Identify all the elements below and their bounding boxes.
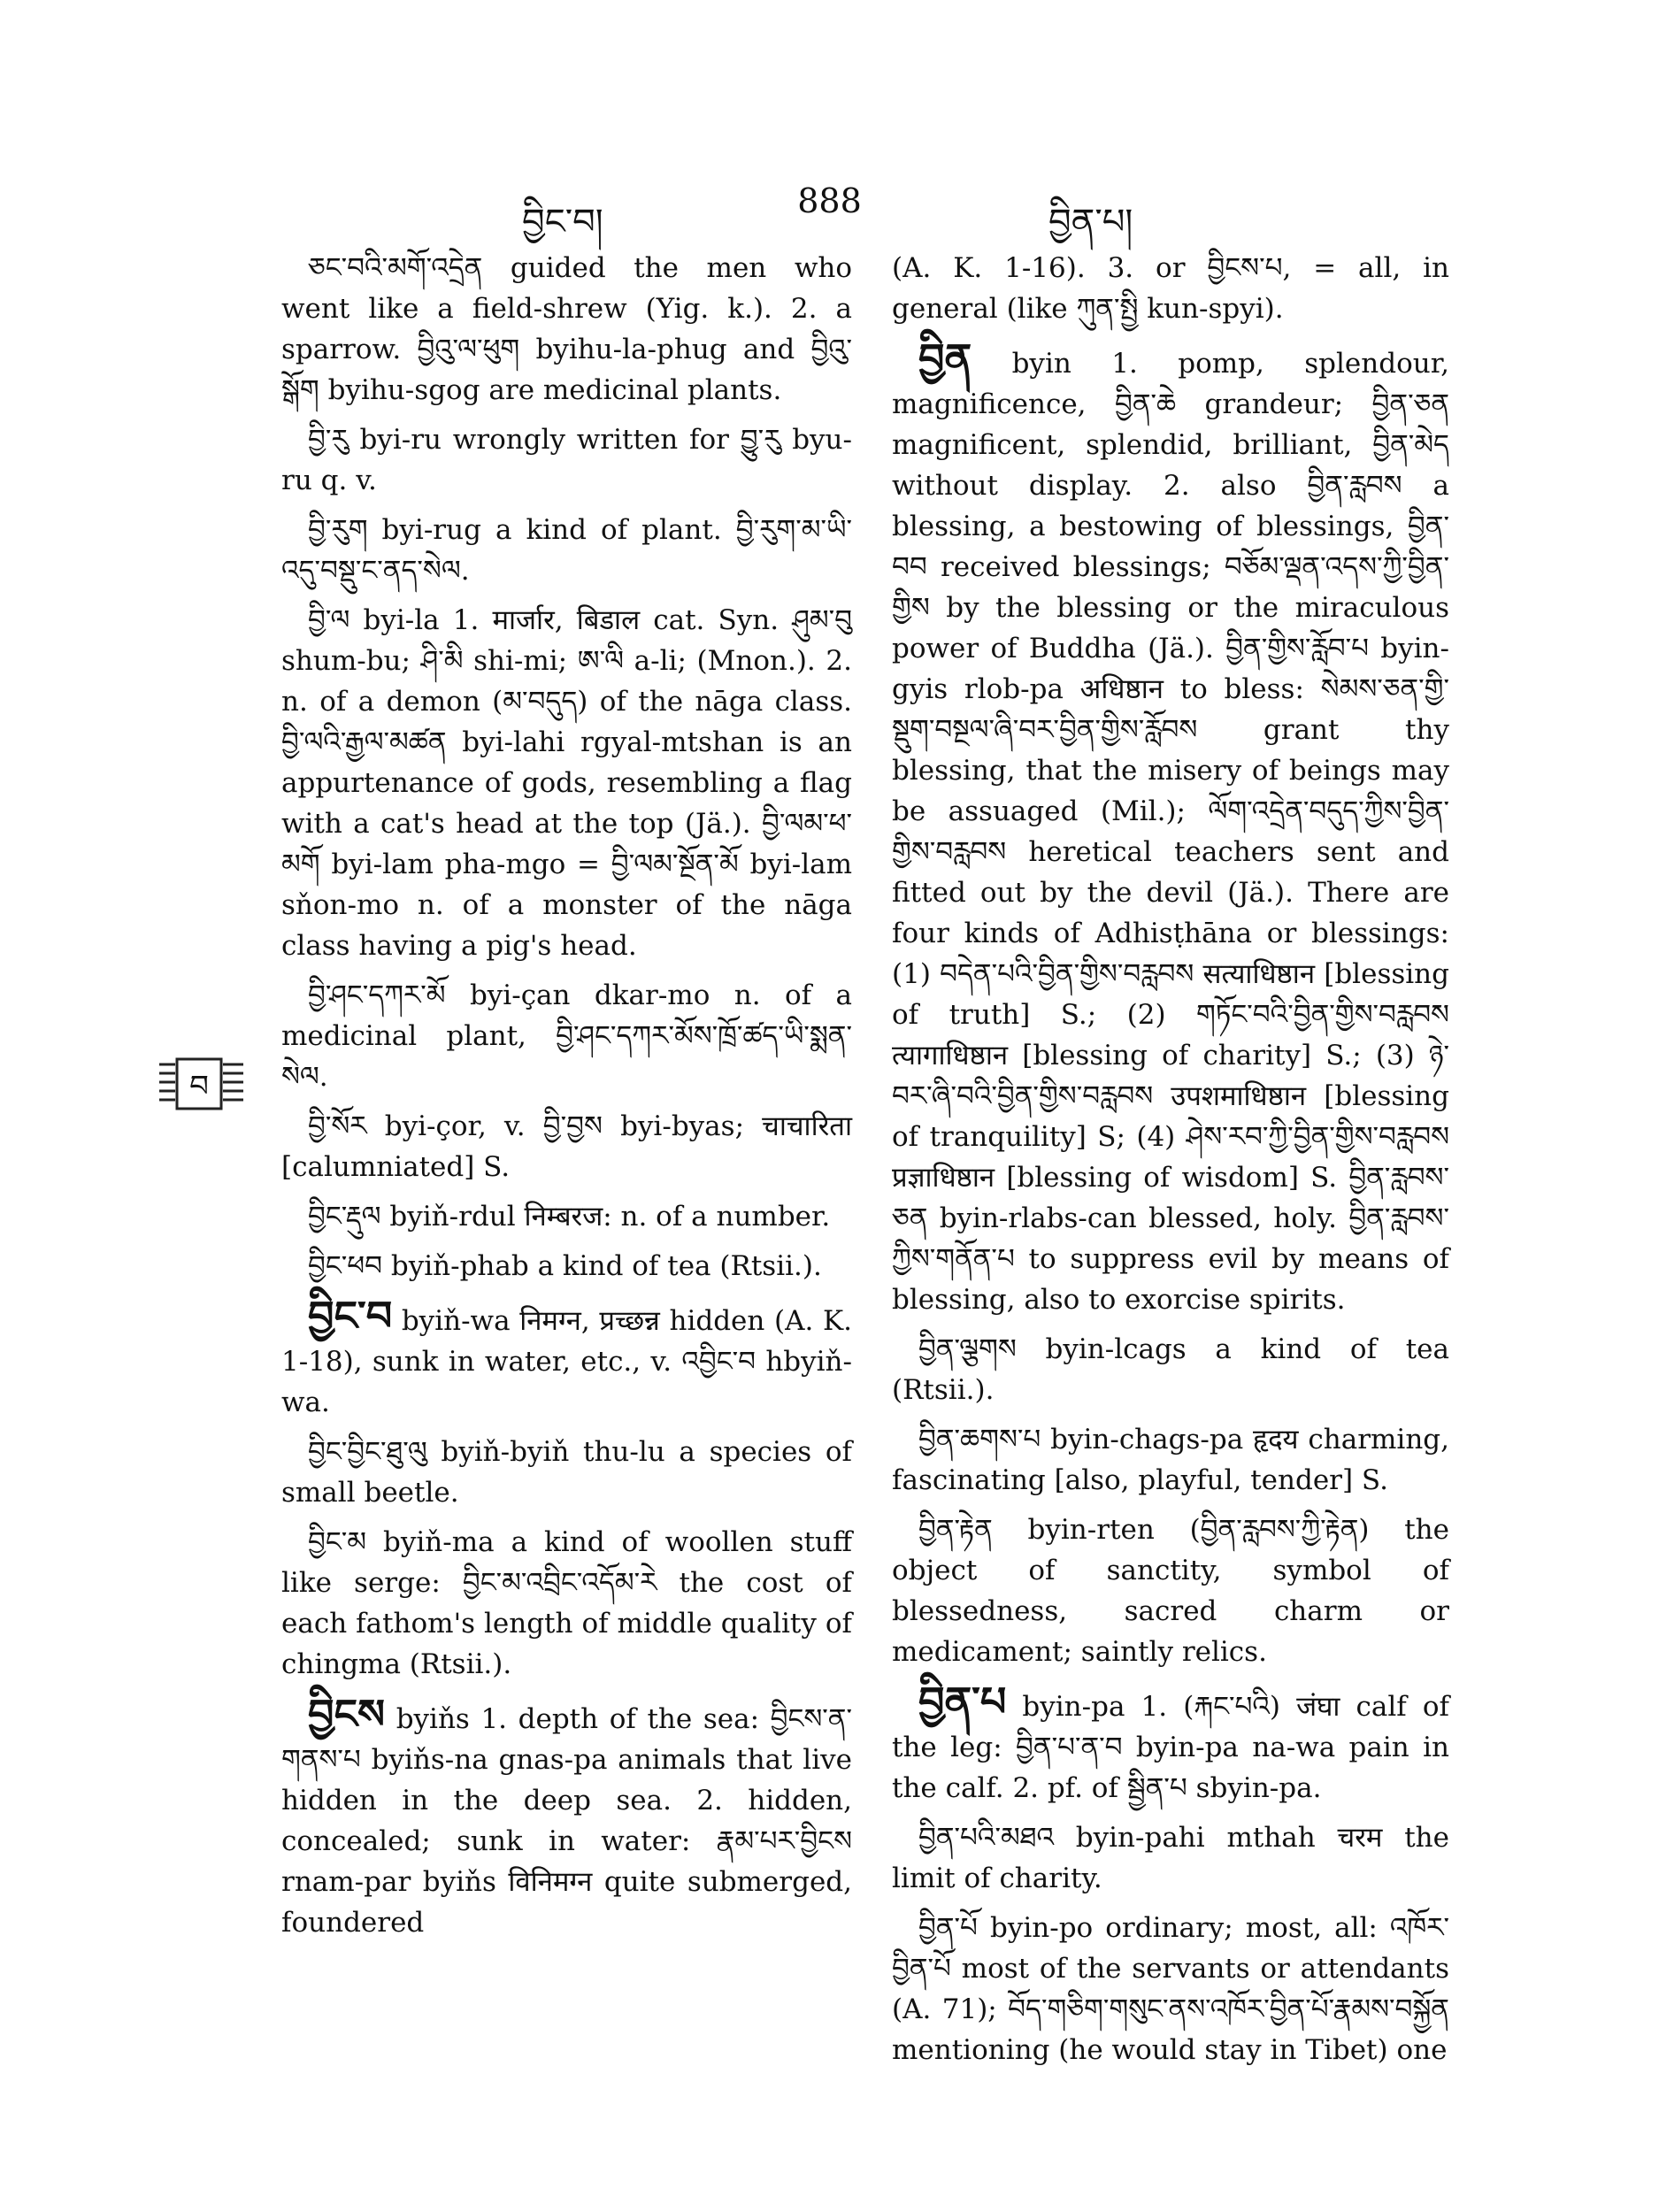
- entry-text: བྱིན་ལྕགས byin-lcags a kind of tea (Rtsii.).: [892, 1333, 1449, 1406]
- dictionary-entry: [281, 1432, 852, 1513]
- entry-headword: བྱིངས: [308, 1690, 386, 1738]
- entry-text: བྱིང་མ byiň-ma a kind of woollen stuff like serge: བྱིང་མ་འབྲིང་འདོམ་རེ the cost of each fathom's length of middle quality of chingma (Rtsii.).: [281, 1526, 852, 1680]
- entry-text: byiňs 1. depth of the sea: བྱིངས་ན་གནས་པ byiňs-na gnas-pa animals that live hidden in the deep sea. 2. hidden, concealed; sunk in water: རྣམ་པར་བྱིངས rnam-par byiňs विनिमग्न quite submerged, foundered: [281, 1703, 852, 1939]
- entry-text: byin-pa 1. (རྐང་པའི) जंघा calf of the leg: བྱིན་པ་ན་བ byin-pa na-wa pain in the calf. 2. pf. of སྦྱིན་པ sbyin-pa.: [892, 1691, 1449, 1804]
- header-left-word: བྱིང་བ།: [522, 202, 603, 242]
- dictionary-entry: [281, 1292, 852, 1423]
- dictionary-entry: [892, 248, 1449, 329]
- dictionary-entry: [892, 1908, 1449, 2070]
- dictionary-entry: [892, 1419, 1449, 1501]
- entry-text: བྱི་ཤང་དཀར་མོ byi-çan dkar-mo n. of a medicinal plant, བྱི་ཤང་དཀར་མོས་ཁྲོ་ཚད་ཡི་སྨན་སེལ.: [281, 979, 852, 1093]
- entry-headword: བྱིན: [918, 334, 972, 382]
- entry-text: ཅང་བའི་མགོ་འདྲེན guided the men who went like a field-shrew (Yig. k.). 2. a sparrow. བྱིའུ་ལ་ཕུག byihu-la-phug and བྱིའུ་སྒོག byihu-sgog are medicinal plants.: [281, 252, 852, 406]
- dictionary-entry: [892, 1329, 1449, 1410]
- dictionary-entry: [892, 1509, 1449, 1672]
- entry-text: བྱིང་བྱིང་ཐུ་ལུ byiň-byiň thu-lu a species of small beetle.: [281, 1436, 852, 1509]
- dictionary-entry: [281, 600, 852, 966]
- dictionary-entry: [892, 1678, 1449, 1809]
- page-number: 888: [797, 181, 862, 220]
- entry-text: བྱིན་རྟེན byin-rten (བྱིན་རླབས་ཀྱི་རྟེན) the object of sanctity, symbol of blessedness, sacred charm or medicament; saintly relics.: [892, 1514, 1449, 1668]
- dictionary-entry: [281, 419, 852, 501]
- entry-text: བྱིན་ཆགས་པ byin-chags-pa हृदय charming, fascinating [also, playful, tender] S.: [892, 1424, 1449, 1496]
- entry-headword: བྱིན་པ: [918, 1678, 1007, 1725]
- dictionary-entry: [281, 1196, 852, 1237]
- entry-text: byin 1. pomp, splendour, magnificence, བྱིན་ཆེ grandeur; བྱིན་ཅན magnificent, splendid, brilliant, བྱིན་མེད without display. 2. also བྱིན་རླབས a blessing, a bestowing of blessings, བྱིན་བབ received blessings; བཅོམ་ལྡན་འདས་ཀྱི་བྱིན་གྱིས by the blessing or the miraculous power of Buddha (Jä.). བྱིན་གྱིས་རློབ་པ byin-gyis rlob-pa अधिष्ठान to bless: སེམས་ཅན་གྱི་སྡུག་བསྔལ་ཞི་བར་བྱིན་གྱིས་རློབས grant thy blessing, that the misery of beings may be assuaged (Mil.); ལོག་འདྲེན་བདུད་ཀྱིས་བྱིན་གྱིས་བརླབས heretical teachers sent and fitted out by the devil (Jä.). There are four kinds of Adhisṭhāna or blessings: (1) བདེན་པའི་བྱིན་གྱིས་བརླབས सत्याधिष्ठान [blessing of truth] S.; (2) གཏོང་བའི་བྱིན་གྱིས་བརླབས त्यागाधिष्ठान [blessing of charity] S.; (3) ཉེ་བར་ཞི་བའི་བྱིན་གྱིས་བརླབས उपशमाधिष्ठान [blessing of tranquility] S; (4) ཤེས་རབ་ཀྱི་བྱིན་གྱིས་བརླབས प्रज्ञाधिष्ठान [blessing of wisdom] S. བྱིན་རླབས་ཅན byin-rlabs-can blessed, holy. བྱིན་རླབས་ཀྱིས་གནོན་པ to suppress evil by means of blessing, also to exorcise spirits.: [892, 348, 1449, 1316]
- right-column: [892, 248, 1449, 2079]
- entry-text: བྱིང་ཕབ byiň-phab a kind of tea (Rtsii.).: [308, 1250, 822, 1282]
- entry-headword: བྱིང་བ: [308, 1292, 393, 1340]
- dictionary-entry: [281, 1106, 852, 1187]
- dictionary-entry: [281, 248, 852, 411]
- page-header: [0, 181, 1659, 242]
- dictionary-entry: [281, 1522, 852, 1685]
- dictionary-entry: [281, 1246, 852, 1286]
- header-right-word: བྱིན་པ།: [1048, 202, 1133, 242]
- entry-text: བྱིན་པོ byin-po ordinary; most, all: འཁོར་བྱིན་པོ most of the servants or attendants (A. 71); བོད་གཅིག་གསུང་ནས་འཁོར་བྱིན་པོ་རྣམས་བསྐྱོན mentioning (he would stay in Tibet) one: [892, 1912, 1449, 2066]
- dictionary-entry: [892, 1817, 1449, 1899]
- entry-text: byiň-wa निमग्न, प्रच्छन्न hidden (A. K. 1-18), sunk in water, etc., v. འབྱིང་བ hbyiň-wa.: [281, 1305, 852, 1418]
- side-index-mark: [159, 1057, 243, 1112]
- dictionary-entry: [892, 334, 1449, 1320]
- entry-text: བྱི་རུག byi-rug a kind of plant. བྱི་རུག་མ་ཡི་ འདུ་བསྡུ་ང་ནད་སེལ.: [281, 514, 852, 587]
- entry-text: བྱིང་རྡུལ byiň-rdul निम्बरज: n. of a number.: [308, 1201, 831, 1233]
- left-column: [281, 248, 852, 1952]
- dictionary-entry: [281, 1690, 852, 1943]
- entry-text: བྱི་སོར byi-çor, v. བྱི་བྱས byi-byas; चाचारिता [calumniated] S.: [281, 1110, 852, 1183]
- dictionary-entry: [281, 510, 852, 591]
- entry-text: བྱི་རུ byi-ru wrongly written for བྱུ་རུ byu-ru q. v.: [281, 424, 852, 496]
- entry-text: བྱིན་པའི་མཐའ byin-pahi mthah चरम the limit of charity.: [892, 1822, 1449, 1894]
- entry-text: (A. K. 1-16). 3. or བྱིངས་པ, = all, in general (like ཀུན་སྤྱི kun-spyi).: [892, 252, 1449, 325]
- side-mark-glyph: བ: [189, 1069, 209, 1104]
- dictionary-entry: [281, 975, 852, 1097]
- entry-text: བྱི་ལ byi-la 1. मार्जार, बिडाल cat. Syn. ཤུམ་བུ shum-bu; ཤི་མི shi-mi; ཨ་ལི a-li; (Mnon.). 2. n. of a demon (མ་བདུད) of the nāga class. བྱི་ལའི་རྒྱལ་མཚན byi-lahi rgyal-mtshan is an appurtenance of gods, resembling a flag with a cat's head at the top (Jä.). བྱི་ལམ་ཕ་མགོ byi-lam pha-mgo = བྱི་ལམ་སྔོན་མོ byi-lam sňon-mo n. of a monster of the nāga class having a pig's head.: [281, 604, 852, 962]
